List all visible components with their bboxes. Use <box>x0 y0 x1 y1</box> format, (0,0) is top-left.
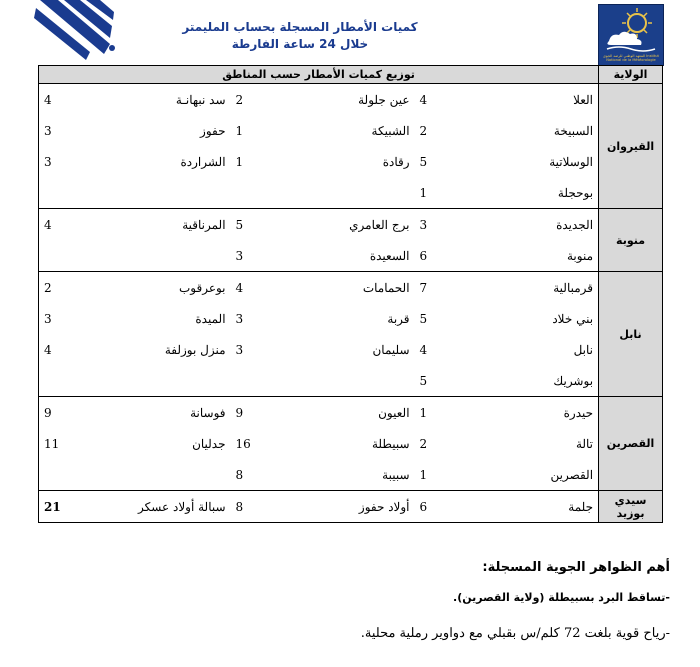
note-item-hail: -تساقط البرد بسبيطلة (ولاية القصرين). <box>453 591 670 604</box>
rain-amount <box>231 365 275 397</box>
rain-amount: 1 <box>415 177 459 209</box>
logo-caption: المعهد الوطني للرصد الجوي Institut National de la Météorologie <box>603 54 659 62</box>
station-name: سبيطلة <box>371 436 410 451</box>
notes-heading: أهم الظواهر الجوية المسجلة: <box>482 560 670 575</box>
rain-amount: 21 <box>39 491 81 523</box>
station-name: الوسلاتية <box>549 154 594 169</box>
rain-amount: 4 <box>39 334 81 365</box>
station-name: حفوز <box>200 123 226 138</box>
governorate-cell: نابل <box>599 272 663 397</box>
rain-amount: 1 <box>415 459 459 491</box>
rain-amount: 5 <box>419 311 428 326</box>
page-subtitle: خلال 24 ساعة الفارطة <box>231 37 369 51</box>
station-name: عين جلولة <box>275 84 415 116</box>
station-name: السبيخة <box>553 123 594 138</box>
station-name <box>81 365 231 397</box>
station-name: جلمة <box>459 491 599 523</box>
sun-cloud-icon <box>599 5 663 55</box>
station-name: قربة <box>387 311 410 326</box>
rain-amount: 6 <box>415 240 459 272</box>
station-name: القصرين <box>459 459 599 491</box>
rain-amount: 3 <box>39 146 81 177</box>
rain-amount: 4 <box>39 84 81 116</box>
decorative-stripes <box>0 0 130 70</box>
rain-amount: 5 <box>415 365 459 397</box>
rain-amount: 1 <box>235 123 244 138</box>
station-name: نابل <box>573 342 594 357</box>
rain-amount: 3 <box>39 303 81 334</box>
governorate-cell: سيدي بوزيد <box>599 491 663 523</box>
station-name: الميدة <box>195 311 226 326</box>
station-name <box>81 177 231 209</box>
rain-amount: 3 <box>415 209 459 241</box>
governorate-cell: منوبة <box>599 209 663 272</box>
table-row <box>39 428 663 459</box>
station-name: أولاد حفوز <box>275 491 415 523</box>
rain-amount <box>39 459 81 491</box>
table-row <box>39 115 663 146</box>
station-name: بني خلاد <box>552 311 594 326</box>
station-name: منزل بوزلفة <box>164 342 226 357</box>
rain-amount: 8 <box>231 459 275 491</box>
rain-amount <box>39 177 81 209</box>
station-name: الشبيكة <box>371 123 410 138</box>
rain-amount: 2 <box>39 272 81 304</box>
governorate-cell: القيروان <box>599 84 663 209</box>
table-row <box>39 334 663 365</box>
governorate-cell: القصرين <box>599 397 663 491</box>
rain-amount: 2 <box>231 84 275 116</box>
meteo-institute-logo <box>598 4 664 66</box>
station-name: بوعرقوب <box>81 272 231 304</box>
rain-amount <box>39 365 81 397</box>
rain-amount: 4 <box>231 272 275 304</box>
rain-amount: 8 <box>231 491 275 523</box>
station-name <box>81 240 231 272</box>
rain-amount: 1 <box>415 397 459 429</box>
station-name: تالة <box>575 436 594 451</box>
station-name: الجديدة <box>459 209 599 241</box>
station-name: رقادة <box>382 154 410 169</box>
rain-amount: 3 <box>235 342 244 357</box>
station-name <box>275 365 415 397</box>
station-name: منوبة <box>459 240 599 272</box>
station-name: العلا <box>459 84 599 116</box>
station-name: السعيدة <box>275 240 415 272</box>
station-name: سبالة أولاد عسكر <box>81 491 231 523</box>
station-name: بوشريك <box>459 365 599 397</box>
header-governorate: الولاية <box>599 66 663 84</box>
station-name: جدليان <box>192 436 226 451</box>
station-name: المرناقية <box>81 209 231 241</box>
station-name <box>275 177 415 209</box>
rain-amount: 2 <box>419 123 428 138</box>
station-name: الشراردة <box>180 154 226 169</box>
rain-amount: 16 <box>235 436 251 451</box>
station-name: قرمبالية <box>459 272 599 304</box>
rain-amount: 11 <box>39 428 81 459</box>
station-name <box>81 459 231 491</box>
station-name: سد نبهانـة <box>81 84 231 116</box>
rain-amount: 7 <box>415 272 459 304</box>
rain-amount: 9 <box>231 397 275 429</box>
station-name: بوحجلة <box>459 177 599 209</box>
header-distribution: توزيع كميات الأمطار حسب المناطق <box>39 66 599 84</box>
note-item-wind: -رياح قوية بلغت 72 كلم/س بقبلي مع دواوير رملية محلية. <box>360 626 670 641</box>
rain-amount: 5 <box>419 154 428 169</box>
rain-amount: 4 <box>415 84 459 116</box>
rain-amount: 4 <box>419 342 428 357</box>
rain-amount: 4 <box>39 209 81 241</box>
rain-amount: 5 <box>231 209 275 241</box>
rain-amount: 1 <box>235 154 244 169</box>
table-row <box>39 209 663 241</box>
station-name: الحمامات <box>275 272 415 304</box>
station-name: فوسانة <box>81 397 231 429</box>
station-name: حيدرة <box>459 397 599 429</box>
table-row <box>39 146 663 177</box>
rain-amount: 3 <box>39 115 81 146</box>
station-name: العيون <box>275 397 415 429</box>
station-name: سبيبة <box>275 459 415 491</box>
rain-amount: 6 <box>415 491 459 523</box>
table-row <box>39 272 663 304</box>
table-row <box>39 303 663 334</box>
table-row <box>39 240 663 272</box>
table-row <box>39 397 663 429</box>
station-name: برج العامري <box>275 209 415 241</box>
table-row <box>39 491 663 523</box>
rain-amount: 3 <box>231 240 275 272</box>
table-row <box>39 84 663 116</box>
rain-amount: 2 <box>419 436 428 451</box>
table-header-row <box>39 66 663 84</box>
rain-amount <box>39 240 81 272</box>
table-row <box>39 365 663 397</box>
station-name: سليمان <box>372 342 410 357</box>
page-title: كميات الأمطار المسجلة بحساب المليمتر <box>182 20 418 34</box>
rain-amount: 3 <box>235 311 244 326</box>
rain-amount <box>231 177 275 209</box>
rainfall-table <box>38 65 663 523</box>
rain-amount: 9 <box>39 397 81 429</box>
table-row <box>39 459 663 491</box>
table-row <box>39 177 663 209</box>
